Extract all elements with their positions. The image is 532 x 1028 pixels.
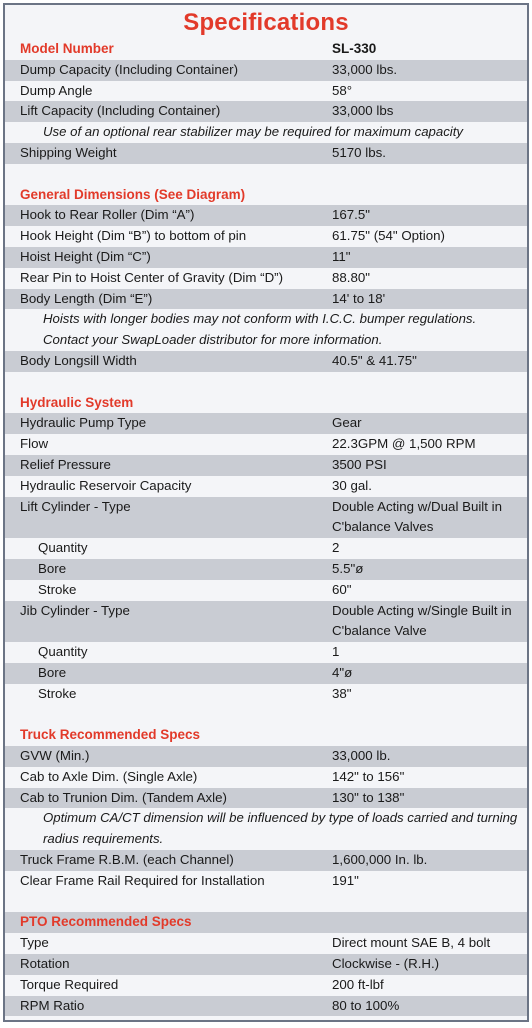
spec-value: Direct mount SAE B, 4 bolt: [332, 935, 491, 951]
spec-label: Lift Capacity (Including Container): [20, 103, 221, 119]
spec-label: Hydraulic Reservoir Capacity: [20, 477, 192, 493]
spec-label: Quantity: [38, 644, 88, 660]
section-heading-pto: PTO Recommended Specs: [5, 912, 527, 933]
spec-value: 191": [332, 872, 359, 888]
spec-row: [5, 788, 527, 809]
spec-value: Gear: [332, 415, 362, 431]
spec-row: [5, 746, 527, 767]
spec-value: 142" to 156": [332, 768, 405, 784]
section-heading-truck: Truck Recommended Specs: [20, 727, 201, 743]
spec-value: 1,600,000 In. lb.: [332, 852, 428, 868]
spec-row: [5, 434, 527, 455]
spec-value: 11": [332, 248, 351, 264]
section-heading-hydraulic: Hydraulic System: [20, 394, 134, 410]
spec-value: 33,000 lbs.: [332, 61, 398, 77]
spec-row: [5, 351, 527, 372]
spec-value: 4"ø: [332, 664, 353, 680]
spec-value: 58°: [332, 82, 353, 98]
spec-value: 88.80": [332, 269, 370, 285]
spec-row: [5, 996, 527, 1017]
spec-value: 5.5"ø: [332, 560, 364, 576]
spec-sheet: [3, 3, 529, 1022]
spec-note: Use of an optional rear stabilizer may be required for maximum capacity: [43, 124, 463, 140]
spec-label: Hydraulic Pump Type: [20, 415, 147, 431]
spacer: [5, 705, 527, 726]
spec-label: Body Length (Dim “E”): [20, 290, 153, 306]
spec-row: [5, 205, 527, 226]
spec-row: [5, 268, 527, 289]
spec-row: [5, 663, 527, 684]
spec-value: 30 gal.: [332, 477, 372, 493]
spec-row: [5, 684, 527, 705]
spacer: [5, 164, 527, 185]
spec-value: 1: [332, 644, 340, 660]
spec-row: [5, 559, 527, 580]
spec-label: Jib Cylinder - Type: [20, 602, 130, 618]
spec-label: Stroke: [38, 581, 77, 597]
spec-row: [5, 413, 527, 434]
section-heading-dimensions: General Dimensions (See Diagram): [20, 186, 246, 202]
spec-row: [5, 81, 527, 102]
spec-value: 200 ft-lbf: [332, 976, 384, 992]
spec-row: [5, 975, 527, 996]
spec-label: Type: [20, 935, 49, 951]
spec-row: [5, 289, 527, 310]
spec-row: [5, 455, 527, 476]
spec-row: [5, 476, 527, 497]
spec-value: Double Acting w/Dual Built in C'balance Valves: [332, 498, 502, 535]
spec-row: [5, 247, 527, 268]
spec-value: Double Acting w/Single Built in C'balance Valve: [332, 602, 512, 639]
spec-row: [5, 538, 527, 559]
spec-label: Lift Cylinder - Type: [20, 498, 131, 514]
spec-label: Cab to Axle Dim. (Single Axle): [20, 768, 198, 784]
spec-row: [5, 933, 527, 954]
spec-value: 5170 lbs.: [332, 144, 386, 160]
spec-value: 130" to 138": [332, 789, 405, 805]
spec-label: Torque Required: [20, 976, 119, 992]
spec-row: [5, 767, 527, 788]
spacer: [5, 892, 527, 913]
spec-label: Quantity: [38, 540, 88, 556]
spec-row: [5, 580, 527, 601]
spec-label: Hook to Rear Roller (Dim “A”): [20, 207, 195, 223]
spec-label: Rear Pin to Hoist Center of Gravity (Dim “D”): [20, 269, 284, 285]
spec-label: Clear Frame Rail Required for Installation: [20, 872, 265, 888]
spec-row: [5, 871, 527, 892]
spec-value: 80 to 100%: [332, 997, 400, 1013]
spec-row: [5, 497, 527, 539]
spec-note: Optimum CA/CT dimension will be influenced by type of loads carried and turning radius requirements.: [43, 810, 518, 847]
spec-value: 33,000 lbs: [332, 103, 394, 119]
spec-label: RPM Ratio: [20, 997, 85, 1013]
spec-value: 14' to 18': [332, 290, 386, 306]
spec-label: Truck Frame R.B.M. (each Channel): [20, 852, 234, 868]
spec-value: 40.5" & 41.75": [332, 352, 417, 368]
spec-value: 60": [332, 581, 352, 597]
spec-value: 2: [332, 540, 340, 556]
spacer: [5, 372, 527, 393]
spec-row: [5, 850, 527, 871]
spec-label: Hoist Height (Dim “C”): [20, 248, 151, 264]
spec-label: Flow: [20, 436, 49, 452]
spec-row: [5, 642, 527, 663]
spec-row: [5, 954, 527, 975]
spec-label: Shipping Weight: [20, 144, 117, 160]
spec-label: GVW (Min.): [20, 748, 90, 764]
spec-row: [5, 601, 527, 643]
spec-label: Rotation: [20, 956, 70, 972]
spec-value: 33,000 lb.: [332, 748, 391, 764]
spec-label: Hook Height (Dim “B”) to bottom of pin: [20, 228, 247, 244]
spec-value: Clockwise - (R.H.): [332, 956, 440, 972]
spec-row: [5, 143, 527, 164]
spec-note: Hoists with longer bodies may not conform with I.C.C. bumper regulations. Contact your SwapLoader distributor for more information.: [43, 311, 477, 348]
spec-row: [5, 101, 527, 122]
spec-label: Stroke: [38, 685, 77, 701]
spec-value: 61.75" (54" Option): [332, 228, 445, 244]
model-number-row: [5, 39, 527, 60]
spec-label: Model Number: [20, 41, 114, 56]
spec-label: Dump Angle: [20, 82, 93, 98]
spec-label: Cab to Trunion Dim. (Tandem Axle): [20, 789, 227, 805]
spec-value: 22.3GPM @ 1,500 RPM: [332, 436, 476, 452]
spec-label: Body Longsill Width: [20, 352, 137, 368]
page-title: Specifications: [183, 9, 349, 36]
spec-row: [5, 60, 527, 81]
spec-label: Dump Capacity (Including Container): [20, 61, 239, 77]
spec-value: 167.5": [332, 207, 370, 223]
spec-value: 38": [332, 685, 352, 701]
spec-label: Bore: [38, 664, 67, 680]
spec-label: Relief Pressure: [20, 456, 111, 472]
spec-value: SL-330: [332, 41, 377, 56]
spec-row: [5, 226, 527, 247]
spec-label: Bore: [38, 560, 67, 576]
spec-value: 3500 PSI: [332, 456, 387, 472]
